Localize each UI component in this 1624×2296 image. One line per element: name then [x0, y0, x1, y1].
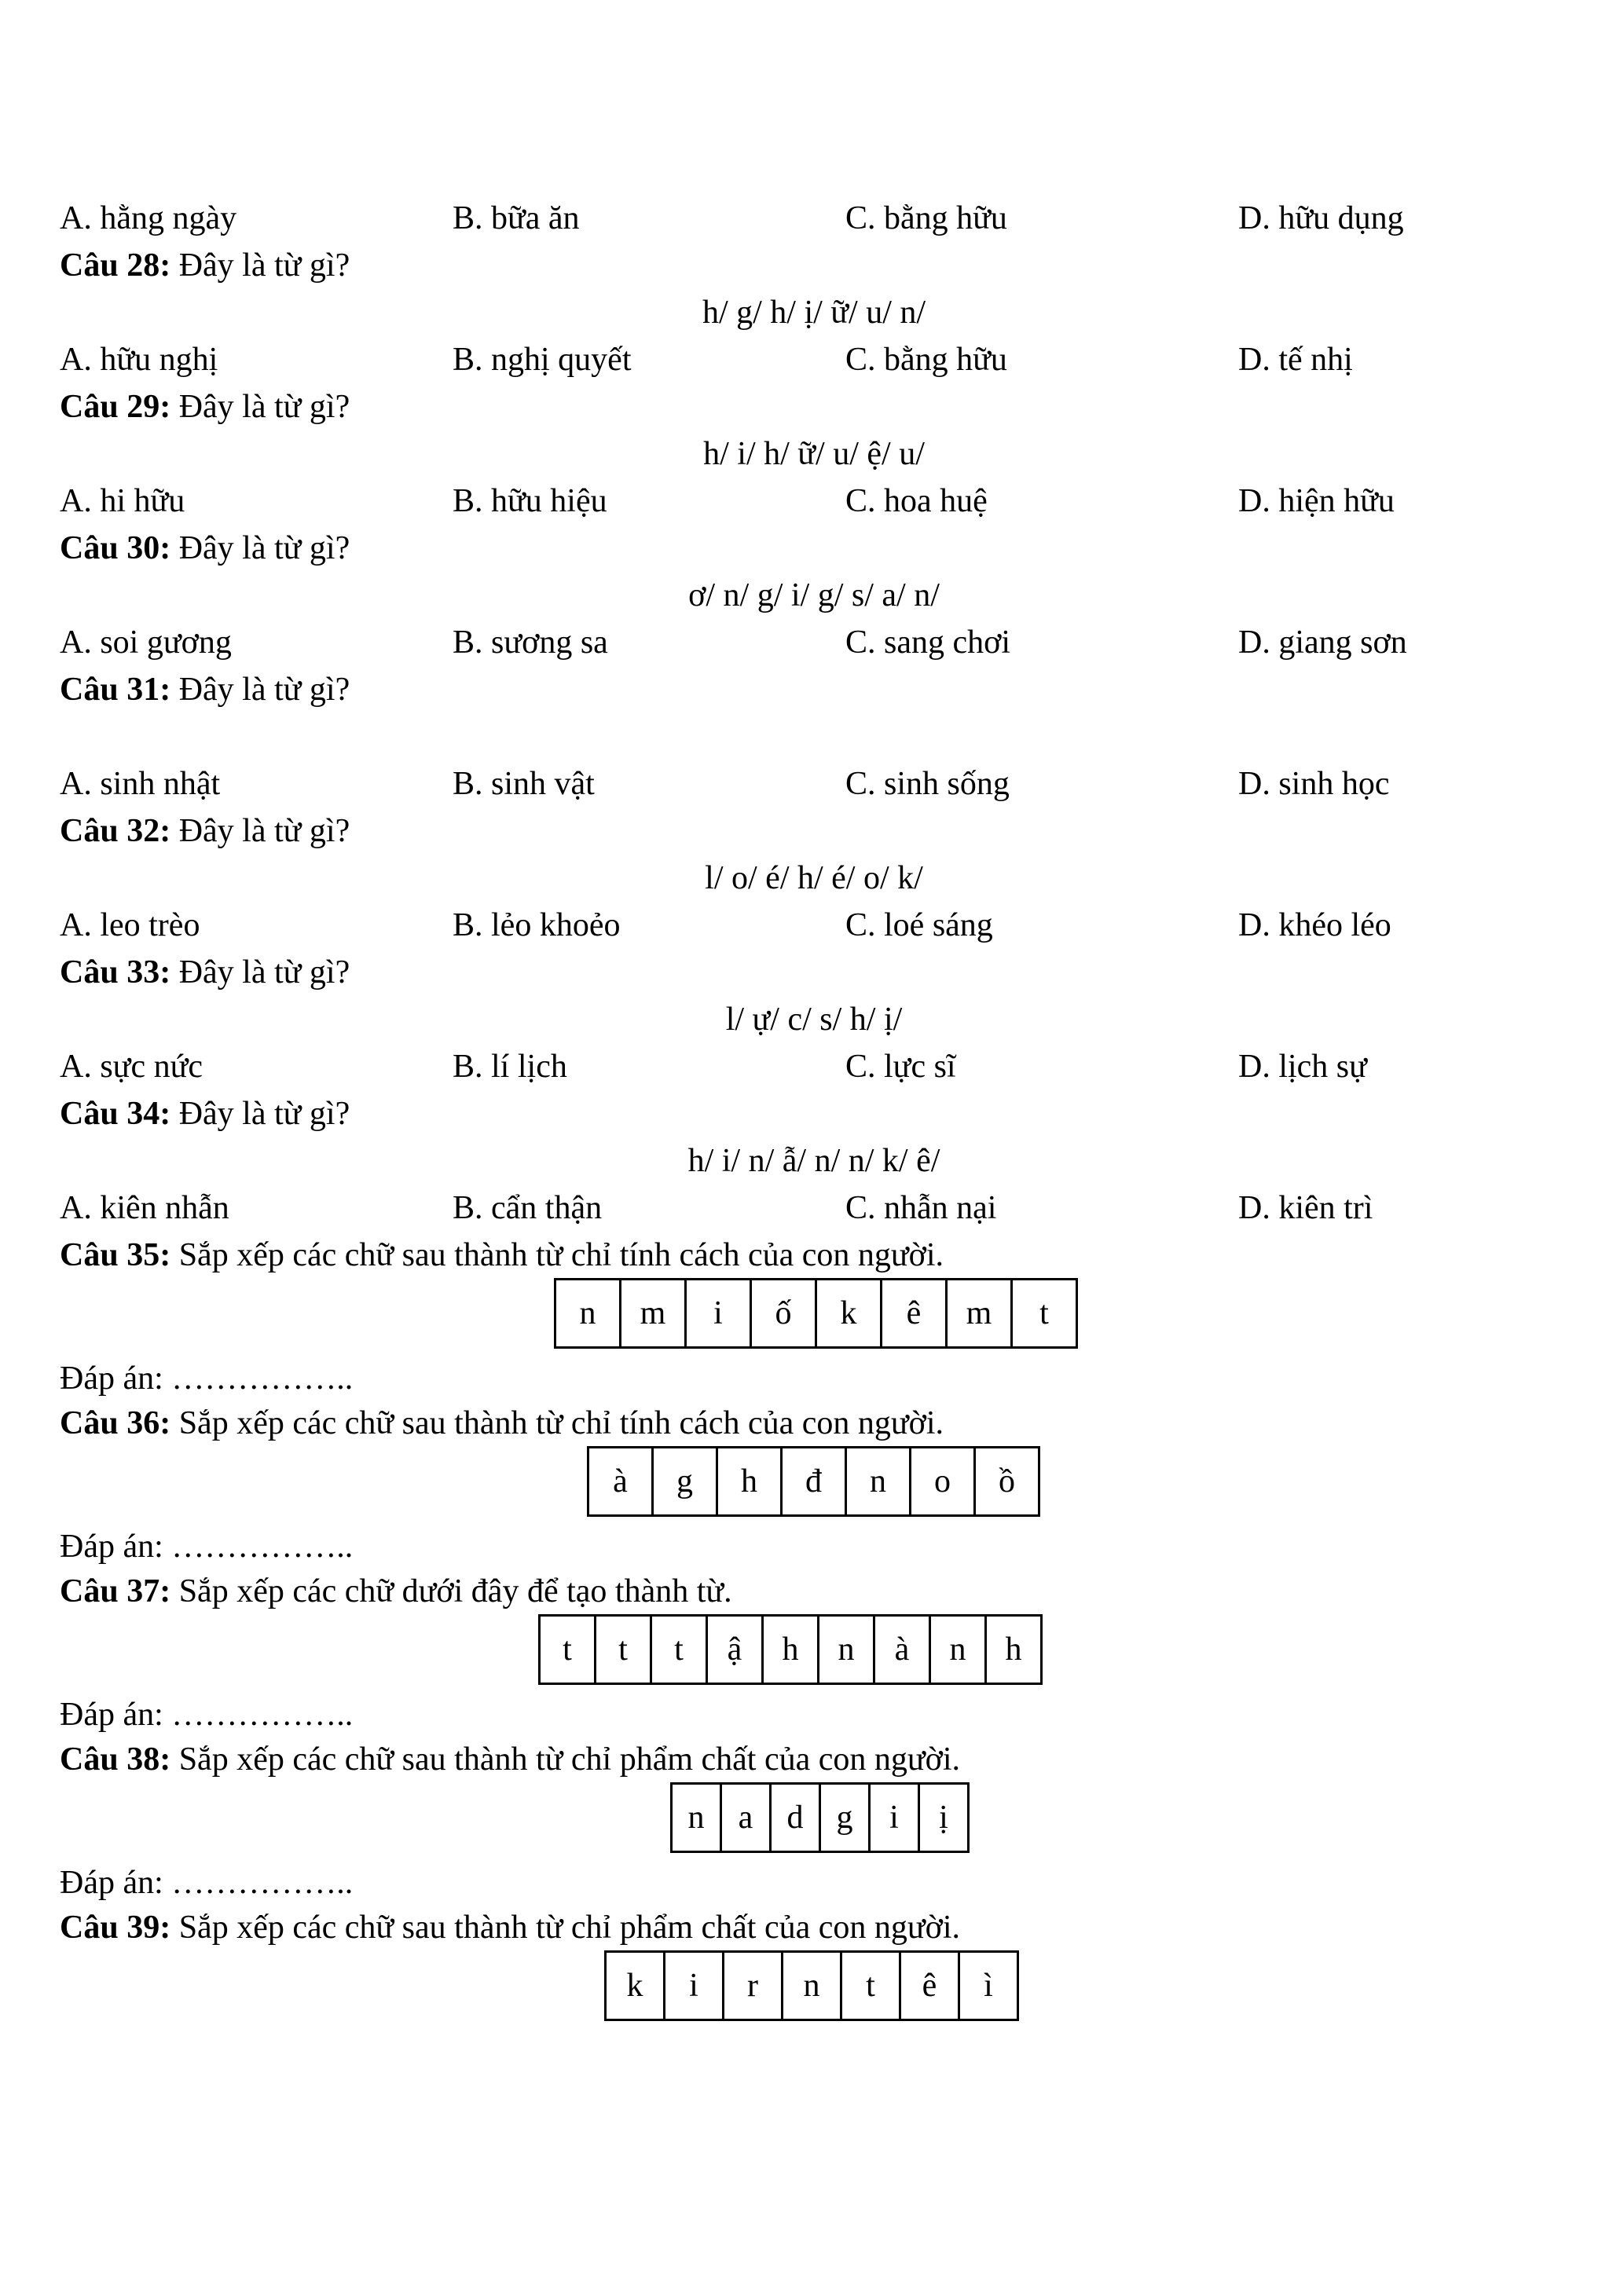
q32-option-c[interactable]: C. loé sáng [845, 907, 993, 943]
q35-letter-boxes [554, 1278, 1078, 1349]
letter-box: ê [900, 1952, 959, 2020]
q32-label: Câu 32: [60, 813, 171, 849]
q28-label: Câu 28: [60, 247, 171, 284]
q29-options [60, 478, 1568, 525]
q35-label: Câu 35: [60, 1237, 171, 1273]
letter-box: r [724, 1952, 783, 2020]
q32-options [60, 902, 1568, 949]
q33-option-a[interactable]: A. sực nức [60, 1049, 203, 1085]
q27-option-a[interactable]: A. hằng ngày [60, 200, 237, 236]
q37-prompt: Sắp xếp các chữ dưới đây để tạo thành từ. [170, 1573, 732, 1609]
q33-option-d[interactable]: D. lịch sự [1238, 1049, 1367, 1085]
q33-option-c[interactable]: C. lực sĩ [845, 1049, 956, 1085]
q38-label: Câu 38: [60, 1741, 171, 1778]
q36-letter-boxes [587, 1446, 1040, 1517]
q30-options [60, 619, 1568, 666]
q36-question [60, 1400, 1568, 1447]
q28-option-c[interactable]: C. bằng hữu [845, 342, 1007, 378]
q28-scrambled: h/ g/ h/ ị/ ữ/ u/ n/ [702, 295, 926, 331]
letter-box: i [870, 1784, 919, 1852]
q36-label: Câu 36: [60, 1405, 171, 1441]
q30-option-a[interactable]: A. soi gương [60, 624, 232, 661]
q36-answer-line[interactable]: Đáp án: …………….. [60, 1529, 354, 1565]
q30-label: Câu 30: [60, 530, 171, 566]
q30-question [60, 525, 1568, 572]
q32-option-d[interactable]: D. khéo léo [1238, 907, 1391, 943]
q34-options [60, 1185, 1568, 1232]
q27-option-d[interactable]: D. hữu dụng [1238, 200, 1404, 236]
q31-question [60, 666, 1568, 713]
q38-letter-boxes [670, 1782, 970, 1853]
q27-option-c[interactable]: C. bằng hữu [845, 200, 1007, 236]
q29-option-a[interactable]: A. hi hữu [60, 483, 185, 519]
letter-box: t [540, 1616, 596, 1684]
letter-box: g [653, 1448, 717, 1516]
q37-answer-line[interactable]: Đáp án: …………….. [60, 1697, 354, 1733]
q31-options [60, 760, 1568, 807]
q30-prompt: Đây là từ gì? [170, 530, 350, 566]
letter-box: t [1012, 1280, 1077, 1348]
letter-box: n [672, 1784, 721, 1852]
q34-scrambled: h/ i/ n/ ẫ/ n/ n/ k/ ê/ [687, 1143, 940, 1179]
q28-option-a[interactable]: A. hữu nghị [60, 342, 218, 378]
q39-label: Câu 39: [60, 1910, 171, 1946]
q33-scrambled: l/ ự/ c/ s/ h/ ị/ [725, 1002, 903, 1038]
q29-prompt: Đây là từ gì? [170, 389, 350, 425]
q28-option-b[interactable]: B. nghị quyết [453, 342, 632, 378]
letter-box: a [721, 1784, 771, 1852]
q32-option-b[interactable]: B. lẻo khoẻo [453, 907, 621, 943]
q35-question [60, 1232, 1568, 1279]
letter-box: n [555, 1280, 621, 1348]
q34-option-c[interactable]: C. nhẫn nại [845, 1190, 997, 1226]
letter-box: à [874, 1616, 930, 1684]
q39-question [60, 1904, 1568, 1951]
q32-scrambled: l/ o/ é/ h/ é/ o/ k/ [705, 860, 923, 896]
q38-answer-line[interactable]: Đáp án: …………….. [60, 1865, 354, 1901]
letter-box: k [816, 1280, 882, 1348]
q33-label: Câu 33: [60, 954, 171, 991]
letter-box: ồ [975, 1448, 1039, 1516]
q27-option-b[interactable]: B. bữa ăn [453, 200, 580, 236]
letter-box: t [841, 1952, 900, 2020]
q34-option-a[interactable]: A. kiên nhẫn [60, 1190, 229, 1226]
q37-question [60, 1568, 1568, 1615]
q37-letter-boxes [538, 1614, 1043, 1685]
letter-box: n [846, 1448, 911, 1516]
q34-option-d[interactable]: D. kiên trì [1238, 1190, 1373, 1226]
q32-prompt: Đây là từ gì? [170, 813, 350, 849]
q31-label: Câu 31: [60, 672, 171, 708]
letter-box: h [717, 1448, 782, 1516]
q28-options [60, 336, 1568, 383]
letter-box: o [911, 1448, 975, 1516]
q35-answer-line[interactable]: Đáp án: …………….. [60, 1360, 354, 1397]
q30-option-d[interactable]: D. giang sơn [1238, 624, 1407, 661]
letter-box: n [930, 1616, 986, 1684]
letter-box: d [771, 1784, 820, 1852]
q30-scrambled: ơ/ n/ g/ i/ g/ s/ a/ n/ [688, 577, 940, 613]
letter-box: ì [959, 1952, 1018, 2020]
letter-box: m [947, 1280, 1012, 1348]
q28-option-d[interactable]: D. tế nhị [1238, 342, 1353, 378]
q33-prompt: Đây là từ gì? [170, 954, 350, 991]
letter-box: g [820, 1784, 870, 1852]
q28-prompt: Đây là từ gì? [170, 247, 350, 284]
q29-option-b[interactable]: B. hữu hiệu [453, 483, 607, 519]
q29-option-d[interactable]: D. hiện hữu [1238, 483, 1395, 519]
q28-question [60, 242, 1568, 289]
q34-prompt: Đây là từ gì? [170, 1096, 350, 1132]
q29-option-c[interactable]: C. hoa huệ [845, 483, 988, 519]
q37-label: Câu 37: [60, 1573, 171, 1609]
q34-question [60, 1090, 1568, 1137]
q33-options [60, 1043, 1568, 1090]
letter-box: h [986, 1616, 1042, 1684]
letter-box: ê [882, 1280, 947, 1348]
q38-prompt: Sắp xếp các chữ sau thành từ chỉ phẩm chất của con người. [170, 1741, 961, 1778]
q31-option-d[interactable]: D. sinh học [1238, 766, 1390, 802]
letter-box: t [651, 1616, 707, 1684]
q34-label: Câu 34: [60, 1096, 171, 1132]
q39-prompt: Sắp xếp các chữ sau thành từ chỉ phẩm chất của con người. [170, 1910, 961, 1946]
letter-box: ố [751, 1280, 816, 1348]
letter-box: n [819, 1616, 874, 1684]
letter-box: i [686, 1280, 751, 1348]
letter-box: ậ [707, 1616, 763, 1684]
q30-option-c[interactable]: C. sang chơi [845, 624, 1011, 661]
q36-prompt: Sắp xếp các chữ sau thành từ chỉ tính cách của con người. [170, 1405, 944, 1441]
q29-question [60, 383, 1568, 430]
letter-box: t [596, 1616, 651, 1684]
q33-question [60, 949, 1568, 996]
q31-prompt: Đây là từ gì? [170, 672, 350, 708]
q34-option-b[interactable]: B. cẩn thận [453, 1190, 603, 1226]
q29-scrambled: h/ i/ h/ ữ/ u/ ệ/ u/ [703, 436, 925, 472]
letter-box: k [606, 1952, 665, 2020]
q31-option-b[interactable]: B. sinh vật [453, 766, 595, 802]
letter-box: h [763, 1616, 819, 1684]
letter-box: ị [919, 1784, 969, 1852]
q32-question [60, 807, 1568, 855]
q39-letter-boxes [604, 1950, 1019, 2021]
q30-option-b[interactable]: B. sương sa [453, 624, 608, 661]
q31-option-a[interactable]: A. sinh nhật [60, 766, 221, 802]
letter-box: n [783, 1952, 841, 2020]
q38-question [60, 1736, 1568, 1783]
q27-options [60, 195, 1568, 242]
letter-box: i [665, 1952, 724, 2020]
q32-option-a[interactable]: A. leo trèo [60, 907, 200, 943]
letter-box: à [588, 1448, 653, 1516]
q29-label: Câu 29: [60, 389, 171, 425]
letter-box: đ [782, 1448, 846, 1516]
q35-prompt: Sắp xếp các chữ sau thành từ chỉ tính cách của con người. [170, 1237, 944, 1273]
q31-option-c[interactable]: C. sinh sống [845, 766, 1010, 802]
letter-box: m [621, 1280, 686, 1348]
q33-option-b[interactable]: B. lí lịch [453, 1049, 567, 1085]
